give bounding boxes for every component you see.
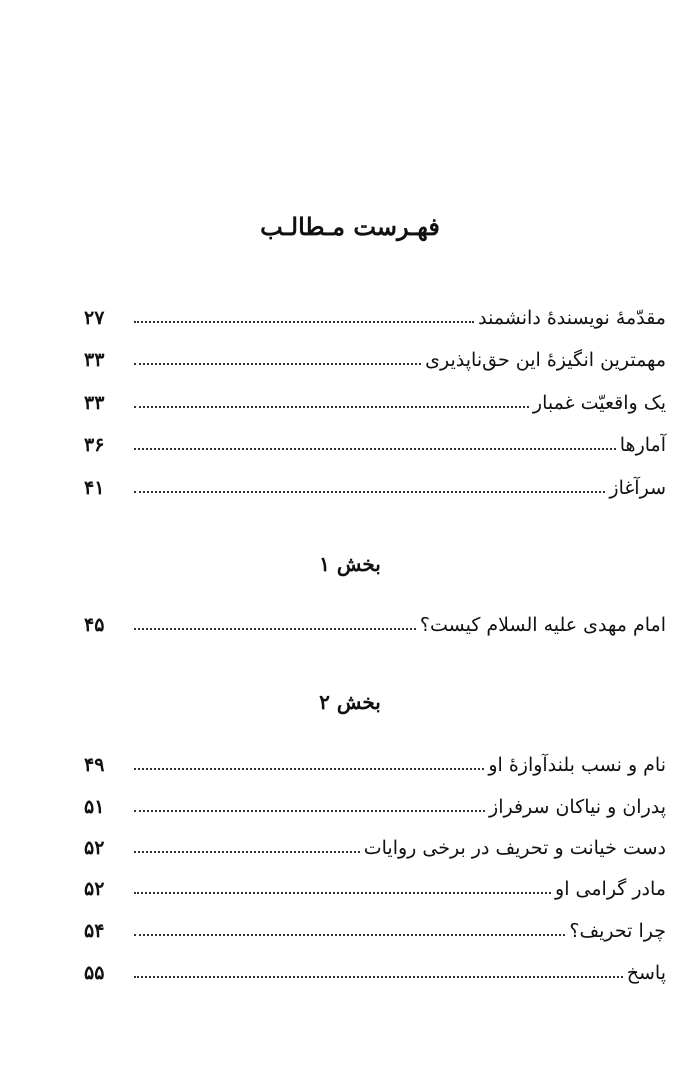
section-heading: بخش ۱: [319, 552, 381, 576]
dot-leader: [134, 628, 416, 630]
toc-entry-page: ۴۹: [84, 754, 105, 776]
toc-entry-page: ۳۳: [84, 392, 105, 414]
toc-entry-page: ۲۷: [84, 307, 105, 329]
toc-entry-title: چرا تحریف؟: [569, 920, 666, 942]
toc-entry[interactable]: [84, 603, 666, 635]
toc-entry[interactable]: [84, 826, 666, 858]
dot-leader: [134, 976, 623, 978]
toc-entry[interactable]: [84, 423, 666, 455]
toc-entry-title: مقدّمهٔ نویسندهٔ دانشمند: [478, 307, 666, 329]
toc-entry-page: ۳۶: [84, 434, 105, 456]
toc-entry-page: ۵۲: [84, 878, 105, 900]
toc-entry[interactable]: [84, 338, 666, 370]
toc-entry-page: ۵۲: [84, 837, 105, 859]
toc-entry-page: ۵۴: [84, 920, 105, 942]
toc-entry[interactable]: [84, 785, 666, 817]
toc-entry-title: آمارها: [619, 434, 666, 456]
toc-entry-page: ۵۵: [84, 962, 105, 984]
toc-entry-title: مهمترین انگیزهٔ این حق‌ناپذیری: [425, 349, 666, 371]
dot-leader: [134, 892, 551, 894]
toc-entry-page: ۳۳: [84, 349, 105, 371]
toc-entry-title: امام مهدی عليه السلام کیست؟: [419, 614, 666, 636]
toc-entry[interactable]: [84, 381, 666, 413]
toc-entry[interactable]: [84, 743, 666, 775]
toc-entry-title: مادر گرامی او: [555, 878, 666, 900]
dot-leader: [134, 491, 605, 493]
dot-leader: [134, 934, 565, 936]
section-heading: بخش ۲: [319, 690, 381, 714]
page-title: فهـرست مـطالـب: [260, 212, 440, 241]
toc-entry[interactable]: [84, 951, 666, 983]
toc-entry-title: سرآغاز: [609, 477, 666, 499]
dot-leader: [134, 810, 485, 812]
dot-leader: [134, 363, 421, 365]
toc-entry-page: ۴۱: [84, 477, 105, 499]
dot-leader: [134, 321, 474, 323]
toc-entry-title: یک واقعیّت غمبار: [532, 392, 666, 414]
toc-entry[interactable]: [84, 296, 666, 328]
dot-leader: [134, 768, 484, 770]
toc-entry[interactable]: [84, 466, 666, 498]
dot-leader: [134, 448, 616, 450]
toc-entry[interactable]: [84, 867, 666, 899]
toc-entry-title: پدران و نیاکان سرفراز: [489, 796, 666, 818]
toc-entry-title: دست خیانت و تحریف در برخی روایات: [363, 837, 666, 859]
toc-entry-page: ۴۵: [84, 614, 105, 636]
toc-entry-page: ۵۱: [84, 796, 105, 818]
toc-entry-title: نام و نسب بلندآوازهٔ او: [488, 754, 666, 776]
dot-leader: [134, 851, 360, 853]
toc-entry[interactable]: [84, 909, 666, 941]
toc-entry-title: پاسخ: [626, 962, 666, 984]
dot-leader: [134, 406, 529, 408]
